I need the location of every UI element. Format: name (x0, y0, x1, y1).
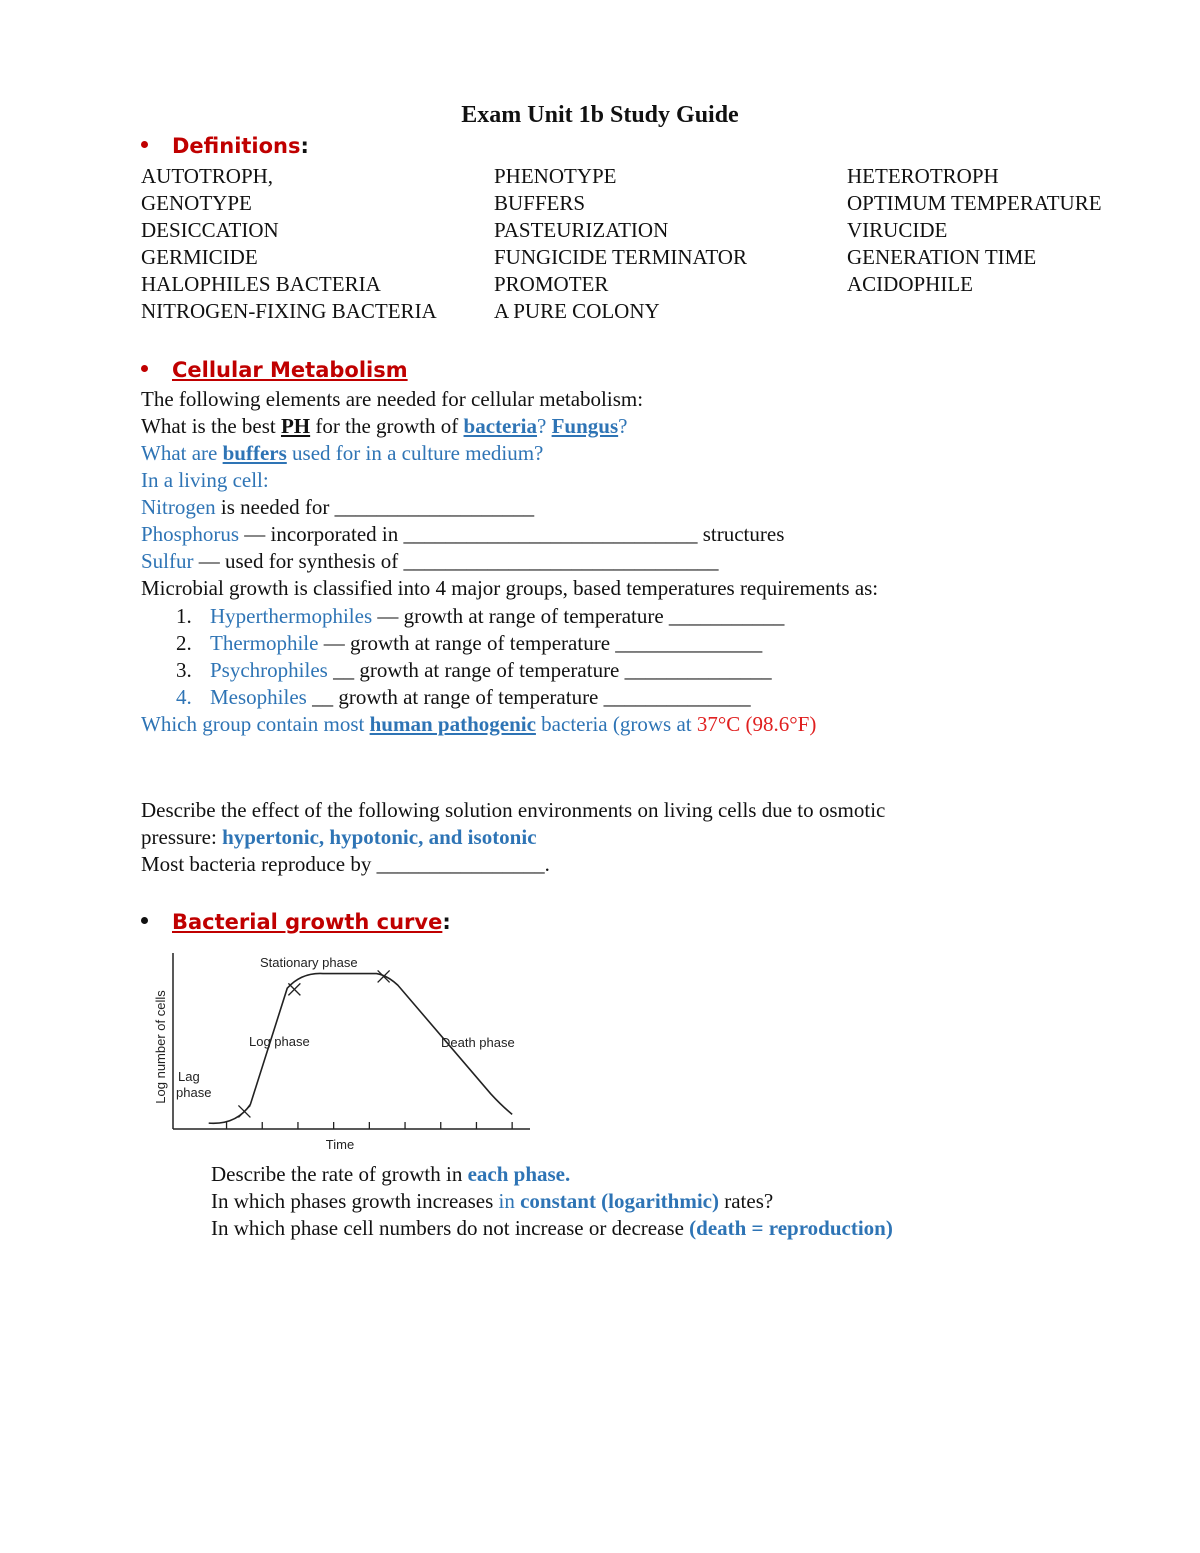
buffers-term: buffers (222, 441, 287, 465)
list-number: 1. (176, 604, 192, 628)
definition-term: NITROGEN-FIXING BACTERIA (141, 299, 437, 323)
x-axis-ticks (227, 1122, 513, 1129)
definition-term: OPTIMUM TEMPERATURE (847, 191, 1102, 215)
definitions-heading-label: Definitions (172, 134, 301, 158)
definitions-column-1 (141, 163, 437, 325)
definition-term: HETEROTROPH (847, 164, 999, 188)
text: __ growth at range of temperature ______________ (306, 685, 751, 709)
solution-types: hypertonic, hypotonic, and isotonic (222, 825, 537, 849)
text: In which phases growth increases (211, 1189, 499, 1213)
text: pressure: (141, 825, 223, 849)
definition-term: FUNGICIDE TERMINATOR (494, 245, 747, 269)
human-pathogenic-term: human pathogenic (369, 712, 536, 736)
text: in (498, 1189, 515, 1213)
group-name: Psychrophiles (210, 658, 328, 682)
metabolism-heading-label: Cellular Metabolism (172, 358, 408, 382)
metabolism-heading (141, 356, 408, 384)
list-number: 4. (176, 685, 192, 709)
bullet-icon (141, 141, 148, 148)
each-phase-term: each phase. (467, 1162, 571, 1186)
osmotic-question-line-2 (141, 824, 537, 851)
pathogen-question (141, 711, 816, 738)
phosphorus-line (141, 521, 784, 548)
definition-term: AUTOTROPH, (141, 164, 274, 188)
page-title: Exam Unit 1b Study Guide (461, 102, 739, 128)
death-phase-label: Death phase (441, 1035, 515, 1050)
definition-term: GENOTYPE (141, 191, 252, 215)
growth-curve-colon: : (442, 910, 451, 934)
nitrogen-line (141, 494, 534, 521)
sulfur-term: Sulfur (141, 549, 194, 573)
text: — growth at range of temperature ______________ (318, 631, 763, 655)
definitions-column-3 (847, 163, 1102, 298)
growth-curve-chart (145, 945, 545, 1155)
list-number: 3. (176, 658, 192, 682)
text: — growth at range of temperature ___________ (372, 604, 785, 628)
growth-question-3 (211, 1215, 893, 1242)
definition-term: VIRUCIDE (847, 218, 948, 242)
living-cell-label: In a living cell: (141, 468, 269, 492)
definitions-column-2 (494, 163, 747, 325)
group-name: Mesophiles (210, 685, 307, 709)
phosphorus-term: Phosphorus (141, 522, 240, 546)
text: ? (618, 414, 628, 438)
text: for the growth of (310, 414, 464, 438)
bacteria-term: bacteria (463, 414, 538, 438)
growth-intro: Microbial growth is classified into 4 major groups, based temperatures requirements as: (141, 576, 879, 600)
nitrogen-term: Nitrogen (141, 495, 216, 519)
text: rates? (718, 1189, 774, 1213)
osmotic-question-line-1: Describe the effect of the following solution environments on living cells due to osmotic (141, 798, 886, 822)
text: — used for synthesis of ______________________________ (193, 549, 719, 573)
definition-term: PROMOTER (494, 272, 609, 296)
group-name: Hyperthermophiles (210, 604, 373, 628)
bullet-icon (141, 365, 148, 372)
fungus-term: Fungus (551, 414, 619, 438)
text: Which group contain most (141, 712, 370, 736)
sulfur-line (141, 548, 718, 575)
definition-term: GENERATION TIME (847, 245, 1037, 269)
definition-term: HALOPHILES BACTERIA (141, 272, 381, 296)
ph-term: PH (280, 414, 311, 438)
definition-term: BUFFERS (494, 191, 586, 215)
text: __ growth at range of temperature ______________ (327, 658, 772, 682)
text: — incorporated in ____________________________ structures (239, 522, 785, 546)
reproduce-question: Most bacteria reproduce by ________________. (141, 852, 550, 876)
death-equals-reproduction-term: (death = reproduction) (689, 1216, 893, 1240)
group-name: Thermophile (210, 631, 319, 655)
definition-term: ACIDOPHILE (847, 272, 973, 296)
log-phase-label: Log phase (249, 1034, 310, 1049)
lag-phase-label-line-2: phase (176, 1085, 212, 1100)
list-item (176, 603, 784, 630)
text: In which phase cell numbers do not increase or decrease (211, 1216, 690, 1240)
growth-curve-heading-label: Bacterial growth curve (172, 910, 443, 934)
temperature-value: 37°C (98.6°F) (696, 712, 817, 736)
stationary-phase-label: Stationary phase (260, 955, 358, 970)
growth-question-2 (211, 1188, 773, 1215)
definitions-colon: : (300, 134, 309, 158)
logarithmic-term: constant (logarithmic) (514, 1189, 719, 1213)
bullet-icon (141, 917, 148, 924)
definition-term: DESICCATION (141, 218, 279, 242)
text: ? (537, 414, 552, 438)
list-number: 2. (176, 631, 192, 655)
definition-term: PASTEURIZATION (494, 218, 669, 242)
ph-question (141, 413, 627, 440)
list-item (176, 684, 751, 711)
text: What are (141, 441, 223, 465)
definition-term: PHENOTYPE (494, 164, 617, 188)
text: What is the best (141, 414, 281, 438)
definition-term: GERMICIDE (141, 245, 258, 269)
metabolism-intro: The following elements are needed for cellular metabolism: (141, 387, 644, 411)
definition-term: A PURE COLONY (494, 299, 660, 323)
y-axis-label: Log number of cells (153, 990, 168, 1104)
text: used for in a culture medium? (286, 441, 544, 465)
text: Describe the rate of growth in (211, 1162, 468, 1186)
growth-question-1 (211, 1161, 570, 1188)
definitions-heading (141, 132, 309, 160)
growth-curve-heading (141, 908, 451, 936)
text: is needed for ___________________ (215, 495, 535, 519)
buffers-question (141, 440, 543, 467)
list-item (176, 657, 772, 684)
lag-phase-label-line-1: Lag (178, 1069, 200, 1084)
list-item (176, 630, 762, 657)
x-axis-label: Time (325, 1137, 355, 1152)
text: bacteria (grows at (535, 712, 697, 736)
